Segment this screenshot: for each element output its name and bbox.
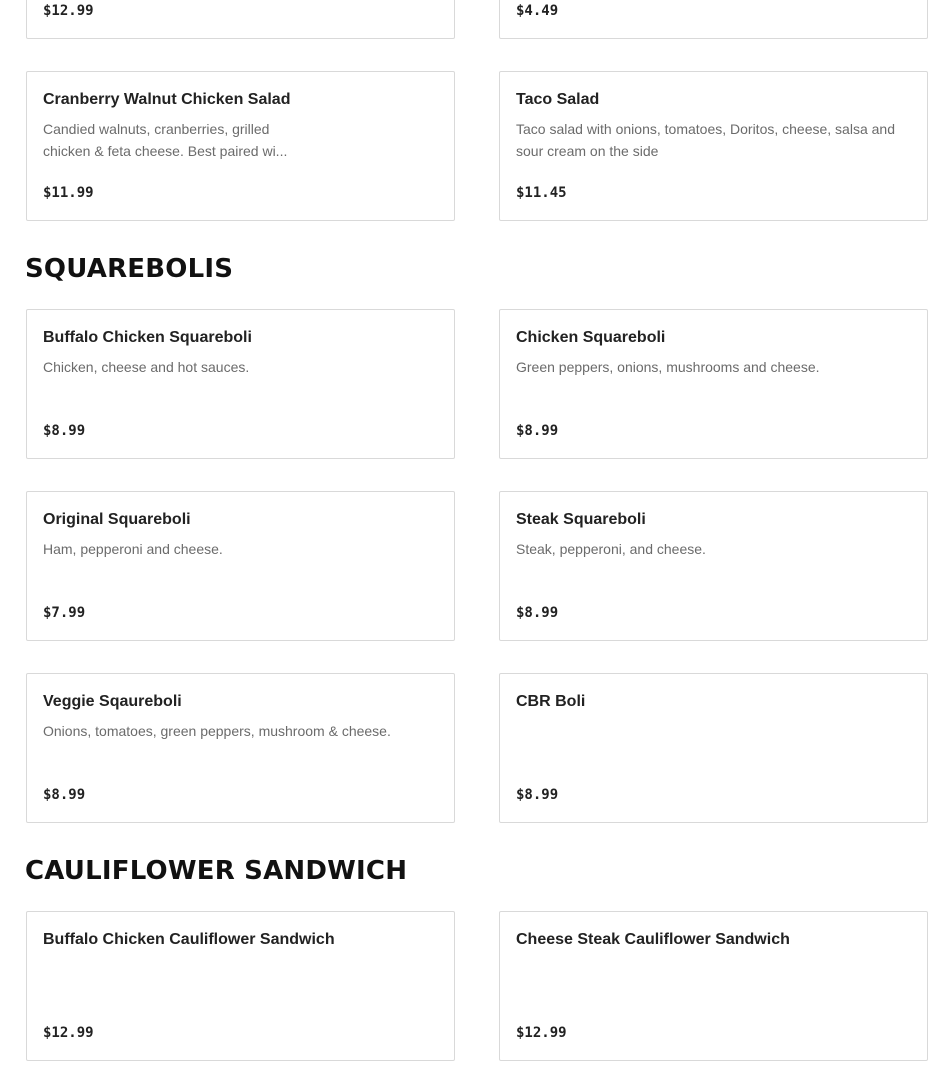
item-price: $8.99 <box>516 787 559 803</box>
menu-item-card[interactable] <box>26 71 455 221</box>
item-description: Taco salad with onions, tomatoes, Doritos, cheese, salsa and sour cream on the side <box>516 121 895 159</box>
menu-item-card[interactable] <box>26 309 455 459</box>
menu-item-card[interactable] <box>26 491 455 641</box>
menu-item-card[interactable] <box>499 673 928 823</box>
menu-item-card[interactable] <box>499 71 928 221</box>
item-price: $4.49 <box>516 3 559 19</box>
menu-item-card[interactable] <box>499 491 928 641</box>
item-price: $12.99 <box>43 3 94 19</box>
item-price: $8.99 <box>516 423 559 439</box>
item-name: Buffalo Chicken Squareboli <box>43 329 252 346</box>
item-name: Taco Salad <box>516 91 600 108</box>
item-description: Steak, pepperoni, and cheese. <box>516 541 706 557</box>
item-price: $8.99 <box>43 423 86 439</box>
item-price: $11.45 <box>516 185 567 201</box>
item-description: Ham, pepperoni and cheese. <box>43 541 223 557</box>
menu-item-card[interactable] <box>26 0 455 39</box>
item-name: Buffalo Chicken Cauliflower Sandwich <box>43 931 335 948</box>
item-name: Cheese Steak Cauliflower Sandwich <box>516 931 790 948</box>
item-price: $7.99 <box>43 605 86 621</box>
section-title-cauliflower-sandwich: CAULIFLOWER SANDWICH <box>25 856 408 886</box>
menu-item-card[interactable] <box>26 911 455 1061</box>
item-price: $11.99 <box>43 185 94 201</box>
item-description: Onions, tomatoes, green peppers, mushroom & cheese. <box>43 723 391 739</box>
item-description: Green peppers, onions, mushrooms and cheese. <box>516 359 820 375</box>
item-name: Veggie Sqaureboli <box>43 693 182 710</box>
item-price: $8.99 <box>516 605 559 621</box>
item-name: Steak Squareboli <box>516 511 646 528</box>
item-description: Candied walnuts, cranberries, grilled chicken & feta cheese. Best paired wi... <box>43 121 288 159</box>
section-title-squarebolis: SQUAREBOLIS <box>25 254 234 284</box>
item-description: Chicken, cheese and hot sauces. <box>43 359 250 375</box>
menu-item-card[interactable] <box>499 309 928 459</box>
menu-item-card[interactable] <box>26 673 455 823</box>
item-name: Cranberry Walnut Chicken Salad <box>43 91 291 108</box>
item-price: $12.99 <box>43 1025 94 1041</box>
menu-item-card[interactable] <box>499 911 928 1061</box>
item-name: Original Squareboli <box>43 511 191 528</box>
item-price: $8.99 <box>43 787 86 803</box>
item-name: CBR Boli <box>516 693 586 710</box>
menu-item-card[interactable] <box>499 0 928 39</box>
item-price: $12.99 <box>516 1025 567 1041</box>
item-name: Chicken Squareboli <box>516 329 666 346</box>
